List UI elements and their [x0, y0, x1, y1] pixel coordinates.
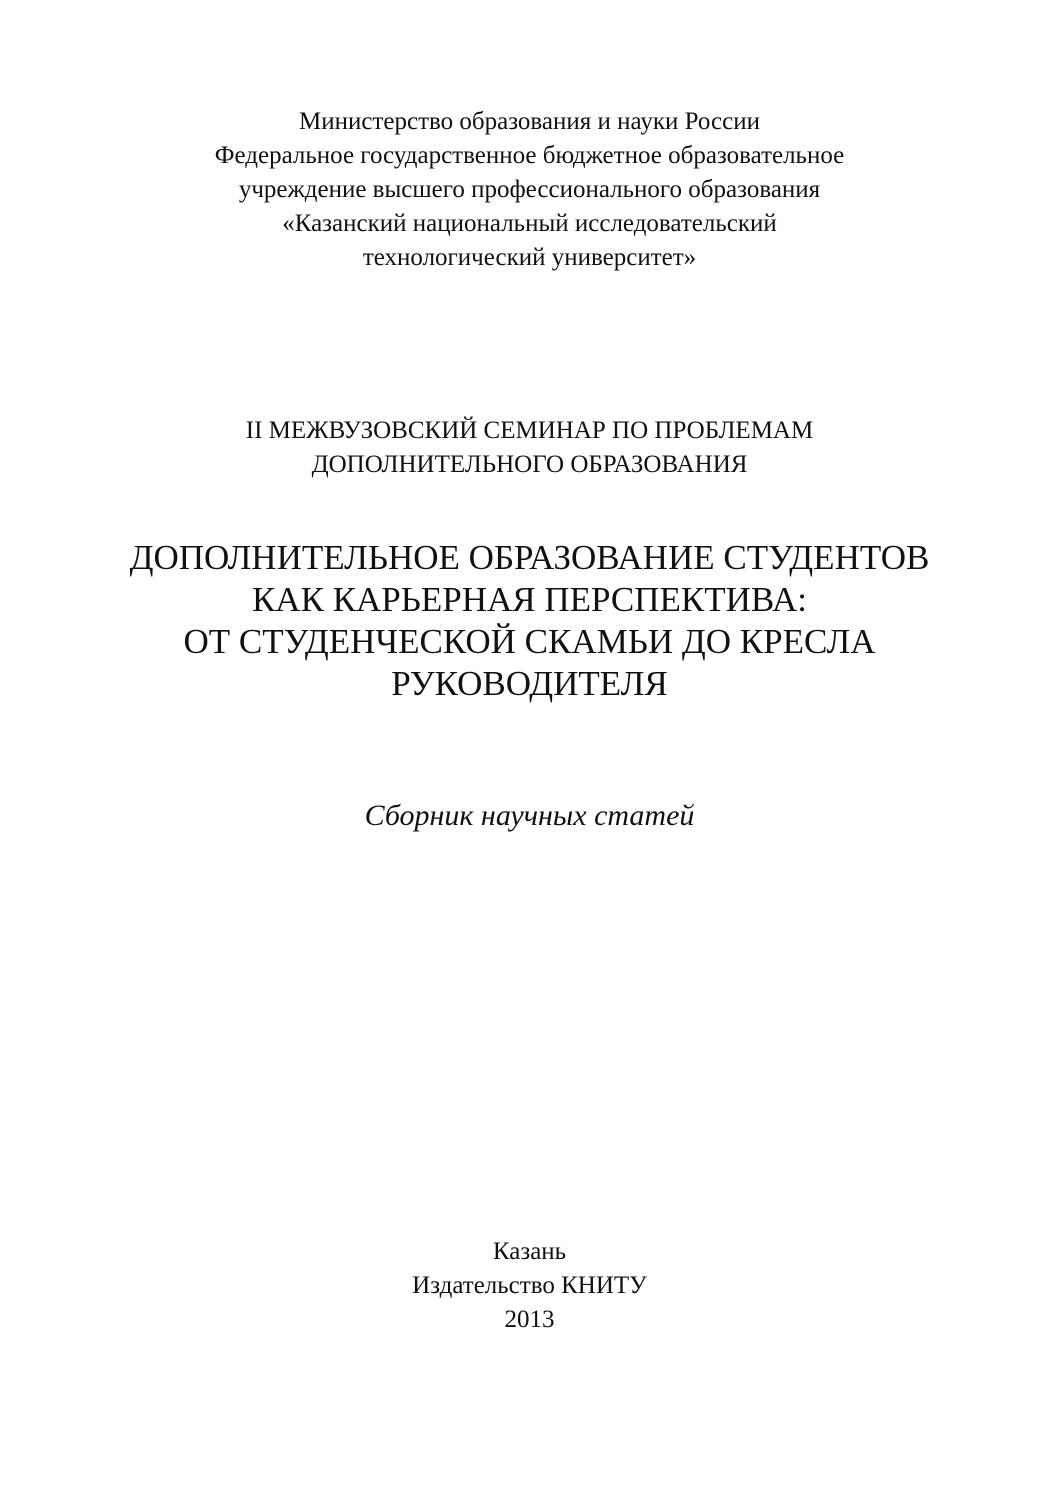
seminar-heading — [0, 414, 1059, 482]
seminar-line-1: II МЕЖВУЗОВСКИЙ СЕМИНАР ПО ПРОБЛЕМАМ — [245, 417, 814, 444]
institution-line-university-type: технологический университет» — [362, 244, 697, 271]
imprint-year: 2013 — [504, 1306, 555, 1333]
institution-header — [0, 105, 1059, 275]
title-line-3: ОТ СТУДЕНЧЕСКОЙ СКАМЬИ ДО КРЕСЛА — [183, 622, 876, 661]
document-title — [0, 537, 1059, 705]
institution-line-establishment: учреждение высшего профессионального образования — [238, 176, 821, 203]
seminar-line-2: ДОПОЛНИТЕЛЬНОГО ОБРАЗОВАНИЯ — [311, 451, 748, 478]
title-line-1: ДОПОЛНИТЕЛЬНОЕ ОБРАЗОВАНИЕ СТУДЕНТОВ — [129, 538, 930, 577]
imprint-publisher: Издательство КНИТУ — [412, 1272, 647, 1299]
title-line-2: КАК КАРЬЕРНАЯ ПЕРСПЕКТИВА: — [251, 580, 808, 619]
institution-line-university-name: «Казанский национальный исследовательский — [282, 210, 777, 237]
institution-line-ministry: Министерство образования и науки России — [299, 108, 760, 135]
title-line-4: РУКОВОДИТЕЛЯ — [391, 664, 668, 703]
institution-line-federal: Федеральное государственное бюджетное образовательное — [214, 142, 845, 169]
subtitle-text: Сборник научных статей — [364, 799, 695, 832]
publication-imprint — [0, 1235, 1059, 1337]
imprint-city: Казань — [492, 1238, 567, 1265]
document-subtitle — [0, 797, 1059, 835]
